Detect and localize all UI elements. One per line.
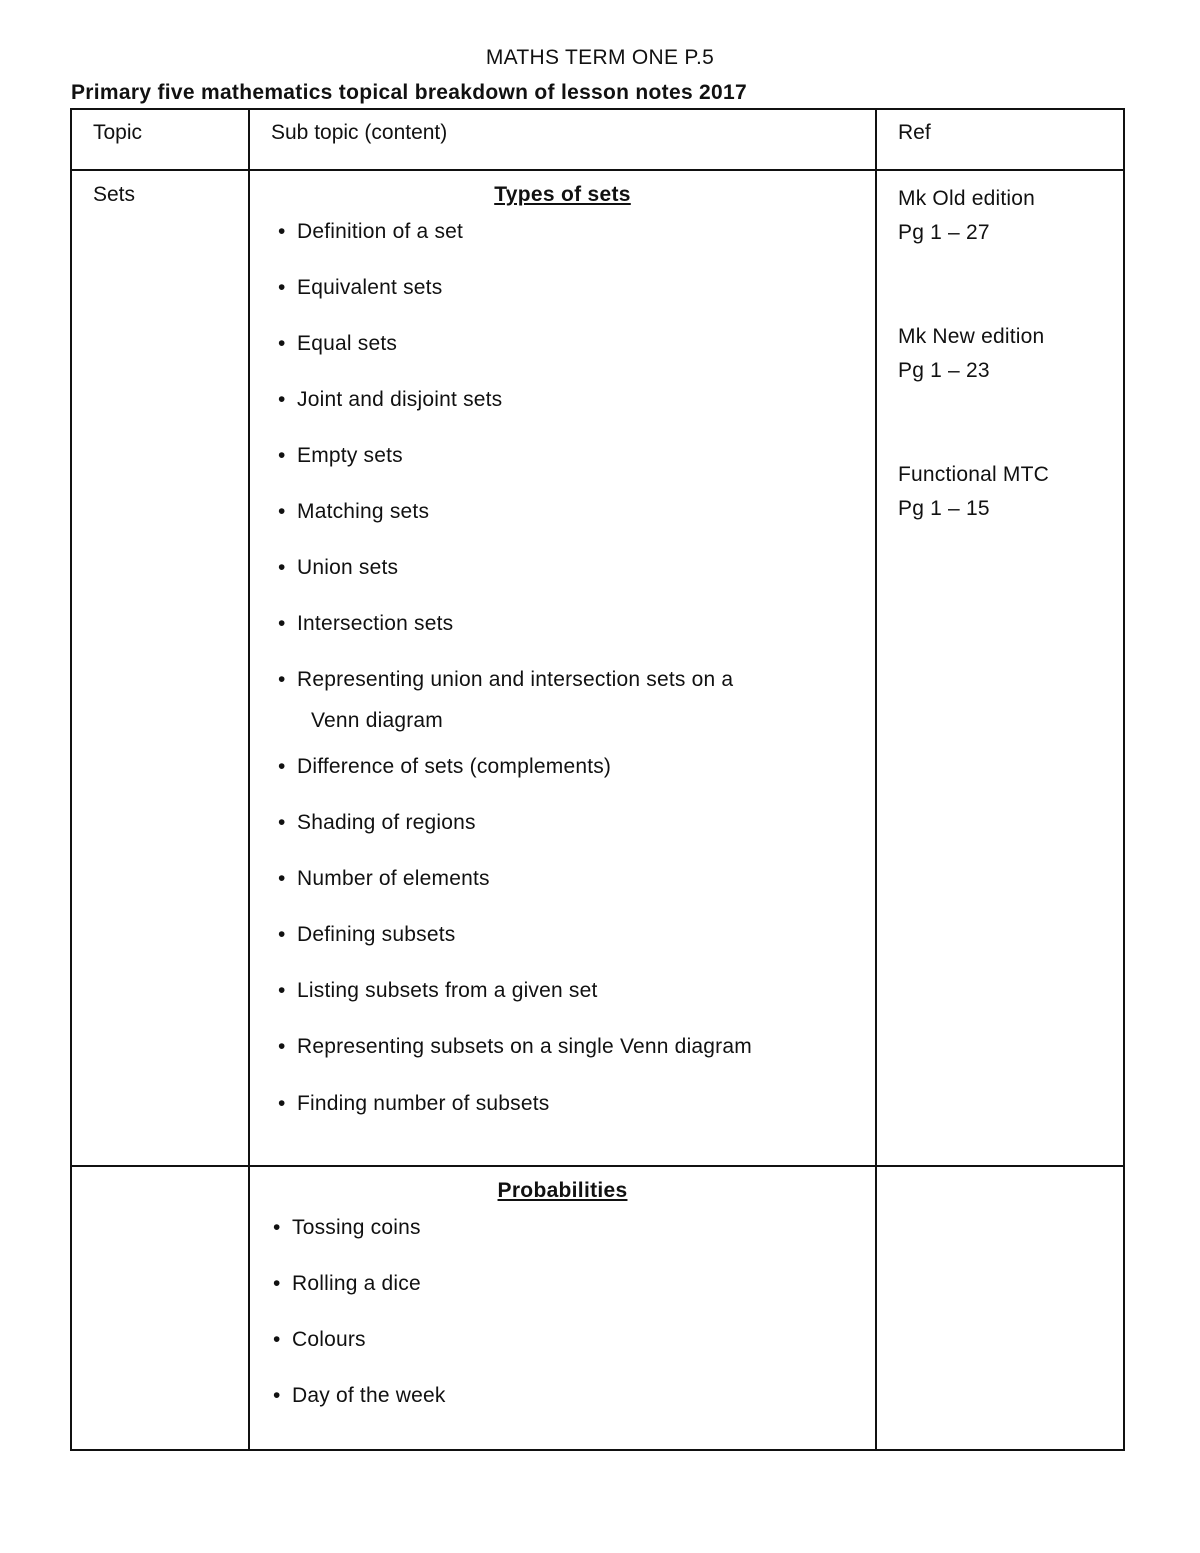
list-item: • Number of elements bbox=[278, 858, 875, 899]
list-item: • Empty sets bbox=[278, 435, 875, 476]
bullet-icon: • bbox=[278, 556, 286, 579]
list-item: • Shading of regions bbox=[278, 802, 875, 843]
list-item: • Difference of sets (complements) bbox=[278, 746, 875, 787]
ref-cell-sets bbox=[876, 170, 1124, 1166]
lesson-breakdown-table bbox=[70, 108, 1125, 1451]
ref-entry-mk-old bbox=[898, 182, 1123, 250]
list-item-continuation: Venn diagram bbox=[311, 709, 443, 732]
subtopic-list-probabilities bbox=[250, 1207, 875, 1416]
list-item: • Colours bbox=[273, 1319, 875, 1360]
list-item: • Definition of a set bbox=[278, 211, 875, 252]
section-heading-probabilities: Probabilities bbox=[497, 1179, 628, 1202]
list-item: • Joint and disjoint sets bbox=[278, 379, 875, 420]
ref-cell-probabilities bbox=[876, 1166, 1124, 1450]
bullet-icon: • bbox=[278, 276, 286, 299]
list-item: • Equal sets bbox=[278, 323, 875, 364]
ref-book: Mk New edition bbox=[898, 325, 1045, 348]
ref-pages: Pg 1 – 27 bbox=[898, 221, 990, 244]
bullet-icon: • bbox=[278, 668, 286, 691]
bullet-icon: • bbox=[278, 755, 286, 778]
document-title: MATHS TERM ONE P.5 bbox=[485, 46, 715, 69]
list-item: • Equivalent sets bbox=[278, 267, 875, 308]
bullet-icon: • bbox=[273, 1384, 281, 1407]
bullet-icon: • bbox=[273, 1216, 281, 1239]
bullet-icon: • bbox=[273, 1328, 281, 1351]
section-heading-types-of-sets: Types of sets bbox=[494, 183, 631, 206]
header-subtopic: Sub topic (content) bbox=[249, 109, 876, 170]
bullet-icon: • bbox=[278, 811, 286, 834]
ref-pages: Pg 1 – 15 bbox=[898, 497, 990, 520]
document-subtitle: Primary five mathematics topical breakdown of lesson notes 2017 bbox=[71, 81, 747, 104]
bullet-icon: • bbox=[278, 388, 286, 411]
bullet-icon: • bbox=[278, 1035, 286, 1058]
bullet-icon: • bbox=[278, 1092, 286, 1115]
list-item: • Rolling a dice bbox=[273, 1263, 875, 1304]
subtopic-list-sets bbox=[250, 211, 875, 1124]
topic-cell-probabilities bbox=[71, 1166, 249, 1450]
list-item: • Listing subsets from a given set bbox=[278, 970, 875, 1011]
list-item: • Representing subsets on a single Venn diagram bbox=[278, 1026, 875, 1067]
bullet-icon: • bbox=[278, 923, 286, 946]
ref-entry-functional-mtc bbox=[898, 458, 1123, 526]
list-item: • Defining subsets bbox=[278, 914, 875, 955]
list-item: • Union sets bbox=[278, 547, 875, 588]
bullet-icon: • bbox=[273, 1272, 281, 1295]
ref-entry-mk-new bbox=[898, 320, 1123, 388]
bullet-icon: • bbox=[278, 220, 286, 243]
list-item: • Representing union and intersection sets on a Venn diagram bbox=[278, 659, 875, 741]
list-item: • Finding number of subsets bbox=[278, 1083, 875, 1124]
subtopic-cell-probabilities bbox=[249, 1166, 876, 1450]
ref-book: Mk Old edition bbox=[898, 187, 1036, 210]
list-item: • Matching sets bbox=[278, 491, 875, 532]
table-row-sets bbox=[71, 170, 1124, 1166]
bullet-icon: • bbox=[278, 444, 286, 467]
ref-book: Functional MTC bbox=[898, 463, 1050, 486]
list-item: • Day of the week bbox=[273, 1375, 875, 1416]
bullet-icon: • bbox=[278, 867, 286, 890]
list-item: • Tossing coins bbox=[273, 1207, 875, 1248]
ref-pages: Pg 1 – 23 bbox=[898, 359, 990, 382]
table-header-row bbox=[71, 109, 1124, 170]
header-ref: Ref bbox=[876, 109, 1124, 170]
table-row-probabilities bbox=[71, 1166, 1124, 1450]
bullet-icon: • bbox=[278, 979, 286, 1002]
bullet-icon: • bbox=[278, 332, 286, 355]
bullet-icon: • bbox=[278, 500, 286, 523]
header-topic: Topic bbox=[71, 109, 249, 170]
topic-cell-sets: Sets bbox=[71, 170, 249, 1166]
list-item: • Intersection sets bbox=[278, 603, 875, 644]
subtopic-cell-sets bbox=[249, 170, 876, 1166]
bullet-icon: • bbox=[278, 612, 286, 635]
